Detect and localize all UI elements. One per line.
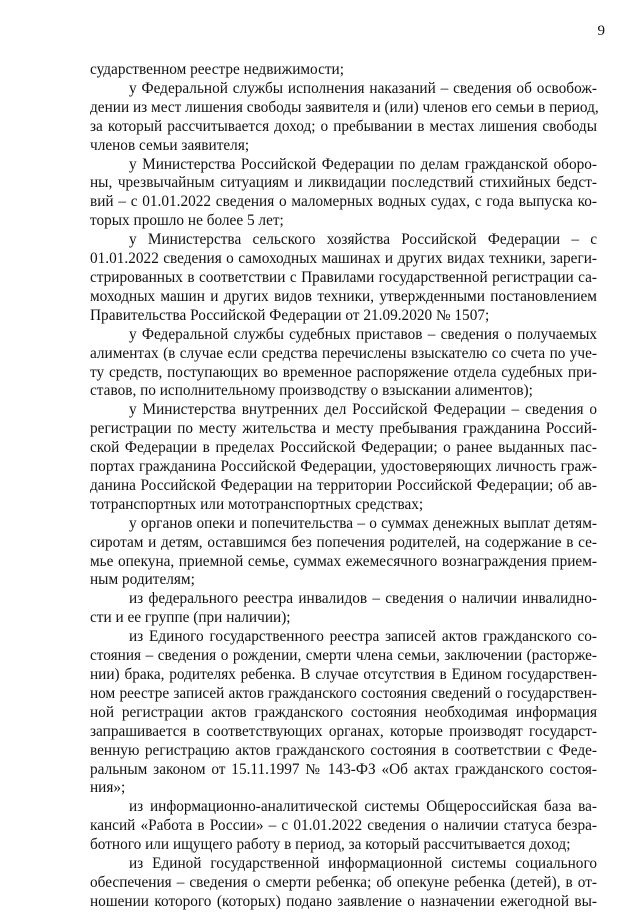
text-line: у Федеральной службы исполнения наказаний – сведения об освобож- — [129, 79, 597, 97]
text-line: обеспечения – сведения о смерти ребенка; об опекуне ребенка (детей), в от- — [90, 873, 597, 891]
text-line: у Министерства Российской Федерации по делам гражданской оборо- — [129, 155, 597, 173]
text-line: ным родителям; — [90, 571, 195, 589]
text-line: алиментах (в случае если средства перечислены взыскателю со счета по уче- — [90, 344, 597, 362]
text-line: ральным законом от 15.11.1997 № 143-ФЗ «Об актах гражданского состоя- — [90, 760, 597, 778]
text-line: Правительства Российской Федерации от 21.09.2020 № 1507; — [90, 306, 490, 324]
text-line: стояния – сведения о рождении, смерти члена семьи, заключении (расторже- — [90, 647, 597, 665]
text-line: из федерального реестра инвалидов – сведения о наличии инвалидно- — [129, 590, 597, 608]
text-line: стрированных в соответствии с Правилами государственной регистрации са- — [90, 268, 597, 286]
text-line: ботного или ищущего работу в период, за который рассчитывается доход; — [90, 836, 571, 854]
text-line: запрашивается в соответствующих органах, которые производят государст- — [90, 722, 597, 740]
text-line: ном реестре записей актов гражданского состояния сведений о государствен- — [90, 684, 597, 702]
text-line: ния»; — [90, 779, 126, 797]
text-line: ту средств, поступающих во временное распоряжение отдела судебных при- — [90, 363, 597, 381]
text-line: торых прошло не более 5 лет; — [90, 212, 284, 230]
text-line: портах гражданина Российской Федерации, удостоверяющих личность граж- — [90, 458, 597, 476]
text-line: ставов, по исполнительному производству о взыскании алиментов); — [90, 382, 533, 400]
text-line: тотранспортных или мототранспортных средствах; — [90, 495, 424, 513]
page-number: 9 — [597, 23, 605, 39]
text-line: у органов опеки и попечительства – о суммах денежных выплат детям- — [129, 514, 597, 532]
text-line: членов семьи заявителя; — [90, 136, 250, 154]
document-body — [90, 61, 597, 912]
text-line: из Единой государственной информационной системы социального — [129, 855, 597, 873]
text-line: регистрации по месту жительства и месту пребывания гражданина Россий- — [90, 420, 597, 438]
text-line: из Единого государственного реестра записей актов гражданского со- — [129, 628, 597, 646]
text-line: у Федеральной службы судебных приставов – сведения о получаемых — [129, 325, 597, 343]
text-line: у Министерства сельского хозяйства Российской Федерации – с — [129, 231, 597, 249]
text-line: мье опекуна, приемной семье, суммах ежемесячного вознаграждения прием- — [90, 552, 597, 570]
text-line: вий – с 01.01.2022 сведения о маломерных водных судах, с года выпуска ко- — [90, 193, 597, 211]
text-line: ношении которого (которых) подано заявление о назначении ежегодной вы- — [90, 892, 597, 910]
text-line: у Министерства внутренних дел Российской Федерации – сведения о — [129, 401, 597, 419]
text-line: за который рассчитывается доход; о пребывании в местах лишения свободы — [90, 117, 597, 135]
text-line: сти и ее группе (при наличии); — [90, 609, 291, 627]
text-line: данина Российской Федерации на территории Российской Федерации; об ав- — [90, 476, 597, 494]
text-line: кансий «Работа в России» – с 01.01.2022 сведения о наличии статуса безра- — [90, 817, 597, 835]
text-line: моходных машин и других видов техники, утвержденными постановлением — [90, 287, 597, 305]
text-line: нии) брака, родителях ребенка. В случае отсутствия в Едином государствен- — [90, 666, 597, 683]
text-line: сиротам и детям, оставшимся без попечения родителей, на содержание в се- — [90, 533, 597, 551]
text-line: ской Федерации в пределах Российской Федерации; о ранее выданных пас- — [90, 439, 597, 457]
text-line: 01.01.2022 сведения о самоходных машинах и других видах техники, зареги- — [90, 250, 597, 268]
text-line: из информационно-аналитической системы Общероссийская база ва- — [129, 798, 597, 816]
text-line: дении из мест лишения свободы заявителя и (или) членов его семьи в период, — [90, 98, 599, 116]
text-line: ной регистрации актов гражданского состояния необходимая информация — [90, 703, 597, 721]
text-line: венную регистрацию актов гражданского состояния в соответствии с Феде- — [90, 741, 597, 759]
text-line: ны, чрезвычайным ситуациям и ликвидации последствий стихийных бедст- — [90, 174, 597, 192]
text-line: сударственном реестре недвижимости; — [90, 61, 344, 78]
